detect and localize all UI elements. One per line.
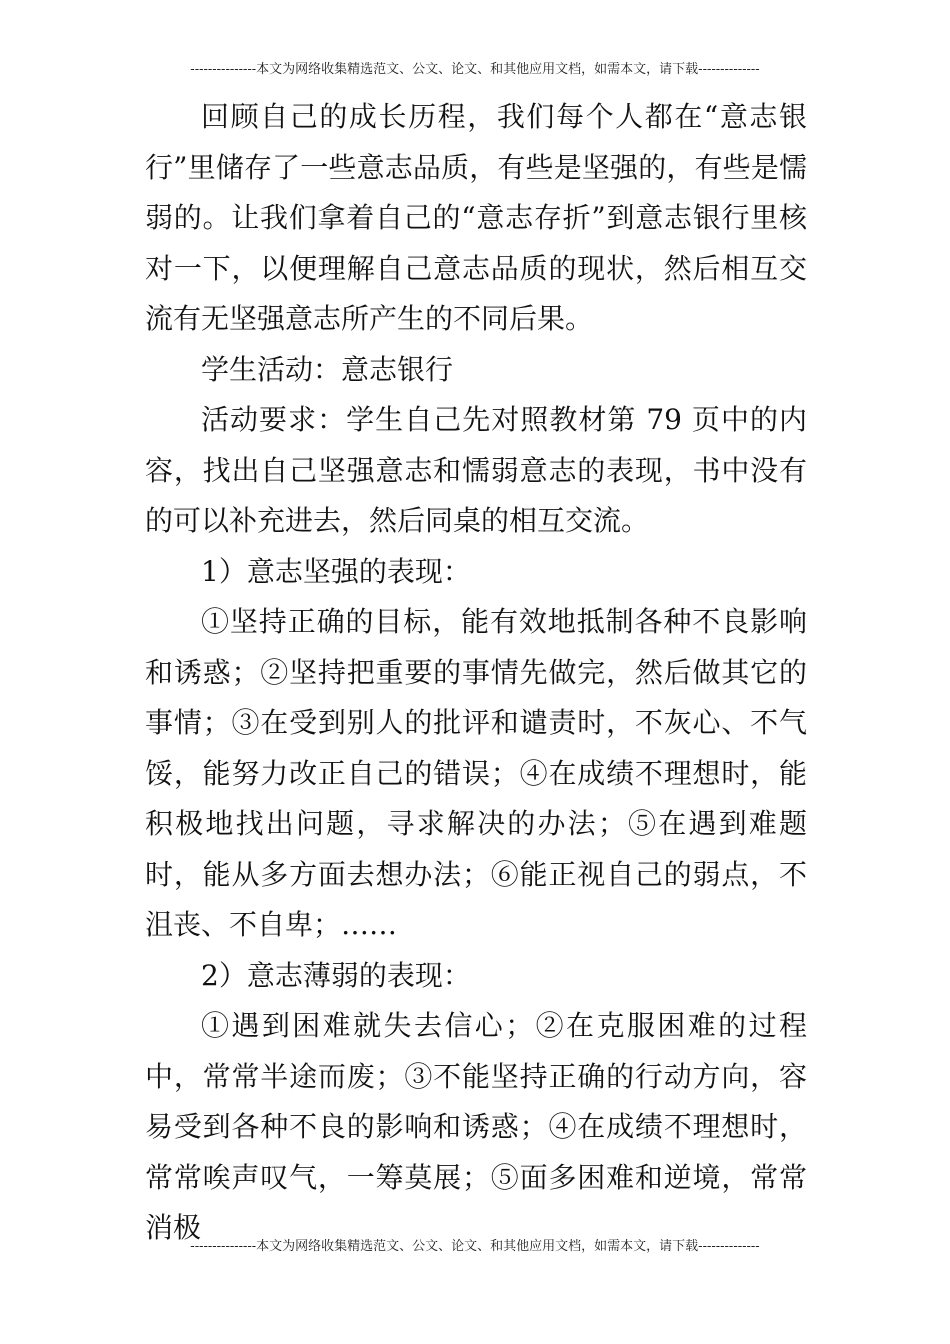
document-body: [145, 92, 807, 1254]
paragraph-intro: 回顾自己的成长历程，我们每个人都在“意志银行”里储存了一些意志品质，有些是坚强的，有些是懦弱的。让我们拿着自己的“意志存折”到意志银行里核对一下，以便理解自己意志品质的现状，然后相互交流有无坚强意志所产生的不同后果。: [145, 100, 807, 335]
heading-weak-will: 2）意志薄弱的表现：: [201, 958, 471, 992]
paragraph-activity-requirements: 活动要求：学生自己先对照教材第 79 页中的内容，找出自己坚强意志和懦弱意志的表现，书中没有的可以补充进去，然后同桌的相互交流。: [145, 403, 807, 537]
paragraph-strong-will-list: ①坚持正确的目标，能有效地抵制各种不良影响和诱惑；②坚持把重要的事情先做完，然后做其它的事情；③在受到别人的批评和谴责时，不灰心、不气馁，能努力改正自己的错误；④在成绩不理想时，能积极地找出问题，寻求解决的办法；⑤在遇到难题时，能从多方面去想办法；⑥能正视自己的弱点，不沮丧、不自卑；……: [145, 605, 807, 941]
header-banner: ---------------本文为网络收集精选范文、公文、论文、和其他应用文档，如需本文，请下载--------------: [190, 62, 760, 77]
footer-banner: ---------------本文为网络收集精选范文、公文、论文、和其他应用文档，如需本文，请下载--------------: [190, 1239, 760, 1254]
heading-strong-will: 1）意志坚强的表现：: [201, 554, 471, 588]
paragraph-activity-title: 学生活动：意志银行: [201, 352, 454, 386]
paragraph-weak-will-list: ①遇到困难就失去信心；②在克服困难的过程中，常常半途而废；③不能坚持正确的行动方向，容易受到各种不良的影响和诱惑；④在成绩不理想时，常常唉声叹气，一筹莫展；⑤面多困难和逆境，常常消极: [145, 1009, 807, 1244]
